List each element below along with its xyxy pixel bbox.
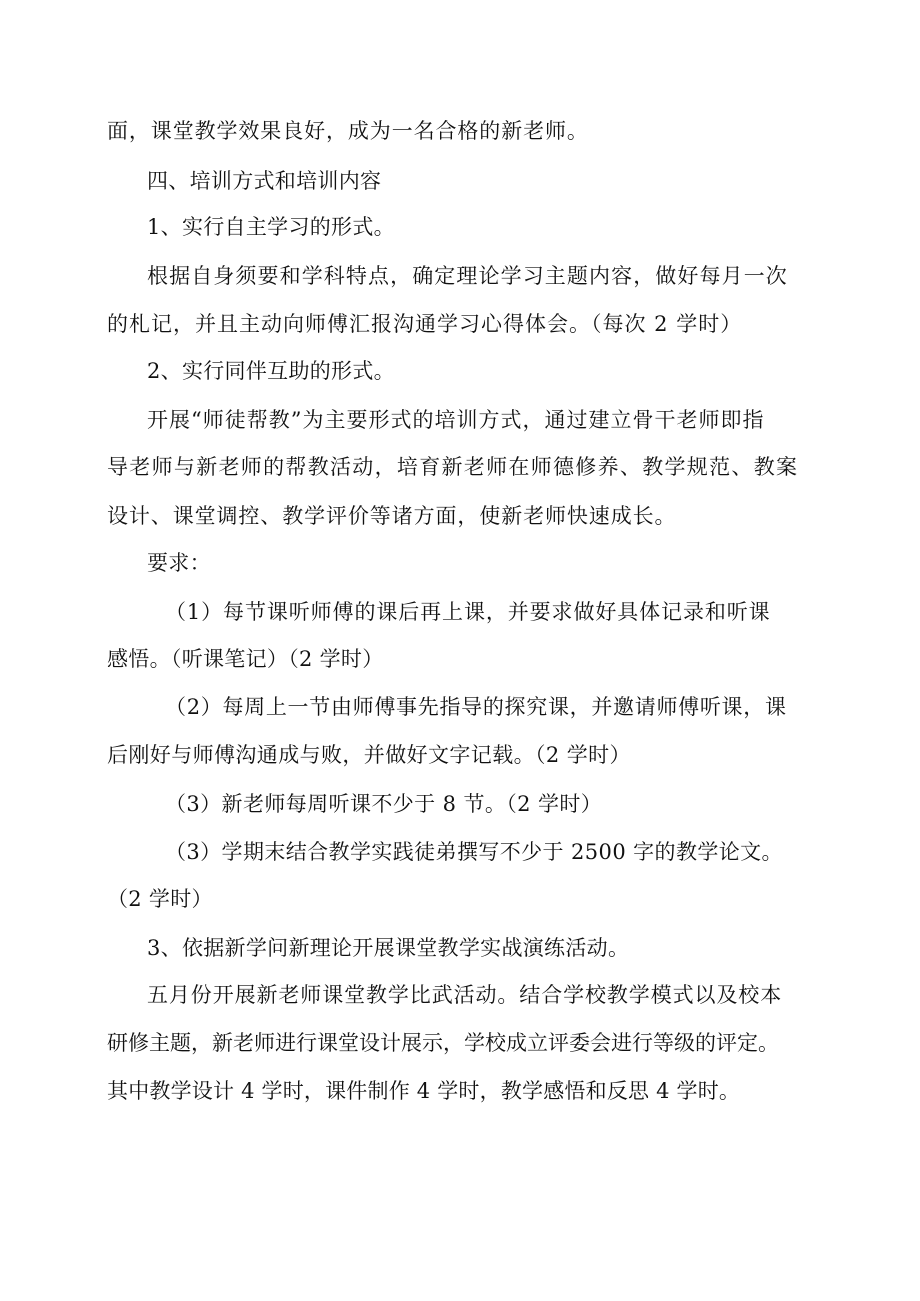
section-heading: 四、培训方式和培训内容 <box>147 169 382 193</box>
subsection-heading: 1、实行自主学习的形式。 <box>147 215 395 239</box>
requirement-item: （1）每节课听师傅的课后再上课，并要求做好具体记录和听课 <box>165 600 771 624</box>
paragraph-line: 其中教学设计 4 学时，课件制作 4 学时，教学感悟和反思 4 学时。 <box>107 1079 741 1103</box>
requirement-item: （2）每周上一节由师傅事先指导的探究课，并邀请师傅听课，课 <box>165 695 787 719</box>
paragraph-line: 设计、课堂调控、教学评价等诸方面，使新老师快速成长。 <box>107 504 677 528</box>
paragraph-line: 面，课堂教学效果良好，成为一名合格的新老师。 <box>107 119 589 143</box>
paragraph-line: 根据自身须要和学科特点，确定理论学习主题内容，做好每月一次 <box>147 264 788 288</box>
requirement-item-continued: （2 学时） <box>107 887 213 911</box>
subsection-heading: 3、依据新学问新理论开展课堂教学实战演练活动。 <box>147 936 630 960</box>
paragraph-line: 开展“师徒帮教”为主要形式的培训方式，通过建立骨干老师即指 <box>147 408 765 432</box>
paragraph-line: 五月份开展新老师课堂教学比武活动。结合学校教学模式以及校本 <box>147 983 783 1007</box>
paragraph-line: 的札记，并且主动向师傅汇报沟通学习心得体会。（每次 2 学时） <box>107 312 743 336</box>
subsection-heading: 2、实行同伴互助的形式。 <box>147 359 395 383</box>
requirements-label: 要求： <box>147 551 211 575</box>
requirement-item: （3）学期末结合教学实践徒弟撰写不少于 2500 字的教学论文。 <box>165 840 783 864</box>
paragraph-line: 导老师与新老师的帮教活动，培育新老师在师德修养、教学规范、教案 <box>107 455 799 479</box>
requirement-item-continued: 感悟。（听课笔记）（2 学时） <box>107 647 384 671</box>
paragraph-line: 研修主题，新老师进行课堂设计展示，学校成立评委会进行等级的评定。 <box>107 1031 779 1055</box>
requirement-item: （3）新老师每周听课不少于 8 节。（2 学时） <box>165 792 603 816</box>
requirement-item-continued: 后刚好与师傅沟通成与败，并做好文字记载。（2 学时） <box>107 743 631 767</box>
